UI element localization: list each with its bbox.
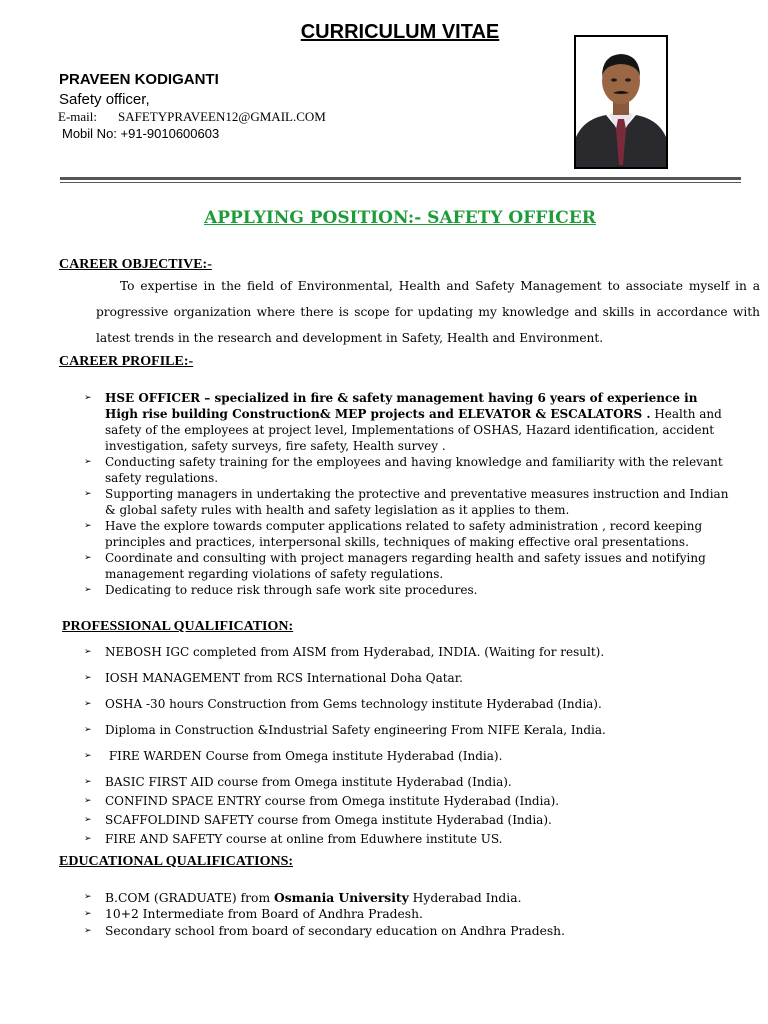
list-item [81, 773, 731, 792]
candidate-name: PRAVEEN KODIGANTI [59, 71, 219, 88]
educational-qualifications-heading: EDUCATIONAL QUALIFICATIONS: [59, 854, 294, 869]
career-objective-body: To expertise in the field of Environmental, Health and Safety Management to associate myself in a progressive organization where there is scope for updating my knowledge and skills in accordance with latest trends in the research and development in Safety, Health and Environment. [96, 279, 760, 345]
email-line [58, 109, 326, 125]
list-item [81, 747, 731, 773]
list-item-text: BASIC FIRST AID course from Omega institute Hyderabad (India). [105, 775, 512, 789]
list-item-text: 10+2 Intermediate from Board of Andhra Pradesh. [105, 907, 423, 921]
list-item [81, 721, 731, 747]
bullet-arrow-icon: ➢ [84, 892, 92, 902]
bullet-arrow-icon: ➢ [84, 725, 92, 735]
list-item-text: FIRE WARDEN Course from Omega institute Hyderabad (India). [105, 749, 503, 763]
edu-degree: B.COM (GRADUATE) from [105, 891, 275, 905]
email-label: E-mail: [58, 109, 97, 124]
career-objective-text [96, 273, 760, 351]
list-item [81, 923, 731, 940]
bullet-arrow-icon: ➢ [84, 777, 92, 787]
list-item [81, 811, 731, 830]
list-item [81, 695, 731, 721]
edu-university: Osmania University [274, 890, 409, 905]
profile-highlight: HSE OFFICER – specialized in fire & safety management having 6 years of experience in High rise building Construction& MEP projects and ELEVATOR & ESCALATORS . [105, 391, 698, 421]
career-objective-heading: CAREER OBJECTIVE:- [59, 257, 212, 272]
header-divider [60, 177, 741, 180]
list-item [81, 582, 731, 598]
bullet-arrow-icon: ➢ [84, 796, 92, 806]
professional-qualification-heading: PROFESSIONAL QUALIFICATION: [62, 619, 294, 634]
educational-qualifications-list [81, 889, 731, 940]
list-item [81, 830, 731, 849]
candidate-role: Safety officer, [59, 91, 150, 108]
bullet-arrow-icon: ➢ [84, 521, 92, 531]
list-item-text: OSHA -30 hours Construction from Gems technology institute Hyderabad (India). [105, 697, 602, 711]
bullet-arrow-icon: ➢ [84, 647, 92, 657]
bullet-arrow-icon: ➢ [84, 673, 92, 683]
bullet-arrow-icon: ➢ [84, 815, 92, 825]
list-item [81, 906, 731, 923]
list-item-text: Supporting managers in undertaking the protective and preventative measures instruction and Indian & global safety rules with health and safety legislation as it applies to them. [105, 487, 729, 517]
profile-detail: Health and safety of the employees at project level, Implementations of OSHAS, Hazard identification, accident investigation, safety surveys, fire safety, Health survey . [105, 407, 722, 453]
profile-photo [574, 35, 668, 169]
list-item-text: Conducting safety training for the employees and having knowledge and familiarity with the relevant safety regulations. [105, 455, 723, 485]
career-profile-list [81, 390, 731, 598]
edu-location: Hyderabad India. [408, 891, 522, 905]
list-item-text: FIRE AND SAFETY course at online from Eduwhere institute US. [105, 832, 503, 846]
bullet-arrow-icon: ➢ [84, 489, 92, 499]
bullet-arrow-icon: ➢ [84, 699, 92, 709]
list-item [81, 454, 731, 486]
bullet-arrow-icon: ➢ [84, 751, 92, 761]
portrait-image [576, 37, 666, 167]
bullet-arrow-icon: ➢ [84, 393, 92, 403]
list-item-text: SCAFFOLDIND SAFETY course from Omega institute Hyderabad (India). [105, 813, 552, 827]
mobile-number: Mobil No: +91-9010600603 [62, 126, 220, 141]
list-item [81, 518, 731, 550]
professional-qualification-list [81, 643, 731, 849]
list-item [81, 669, 731, 695]
email-value: SAFETYPRAVEEN12@GMAIL.COM [118, 109, 326, 124]
list-item-text: Dedicating to reduce risk through safe work site procedures. [105, 583, 478, 597]
list-item-text: CONFIND SPACE ENTRY course from Omega institute Hyderabad (India). [105, 794, 560, 808]
list-item-text: Secondary school from board of secondary education on Andhra Pradesh. [105, 924, 565, 938]
list-item [81, 550, 731, 582]
bullet-arrow-icon: ➢ [84, 457, 92, 467]
list-item [81, 643, 731, 669]
list-item-text: Coordinate and consulting with project managers regarding health and safety issues and notifying management regarding violations of safety regulations. [105, 551, 706, 581]
bullet-arrow-icon: ➢ [84, 553, 92, 563]
list-item-text: IOSH MANAGEMENT from RCS International Doha Qatar. [105, 671, 463, 685]
list-item-text: NEBOSH IGC completed from AISM from Hyderabad, INDIA. (Waiting for result). [105, 645, 605, 659]
bullet-arrow-icon: ➢ [84, 926, 92, 936]
header-divider-thin [60, 182, 741, 183]
list-item [81, 390, 731, 454]
list-item [81, 792, 731, 811]
list-item [81, 889, 731, 906]
page-title: CURRICULUM VITAE [300, 21, 500, 43]
career-profile-heading: CAREER PROFILE:- [59, 354, 194, 369]
list-item [81, 486, 731, 518]
list-item-text: Have the explore towards computer applications related to safety administration , record keeping principles and practices, interpersonal skills, techniques of making effective oral presentations. [105, 519, 703, 549]
bullet-arrow-icon: ➢ [84, 909, 92, 919]
bullet-arrow-icon: ➢ [84, 834, 92, 844]
list-item-text: Diploma in Construction &Industrial Safety engineering From NIFE Kerala, India. [105, 723, 606, 737]
applying-position: APPLYING POSITION:- SAFETY OFFICER [204, 208, 596, 228]
bullet-arrow-icon: ➢ [84, 585, 92, 595]
